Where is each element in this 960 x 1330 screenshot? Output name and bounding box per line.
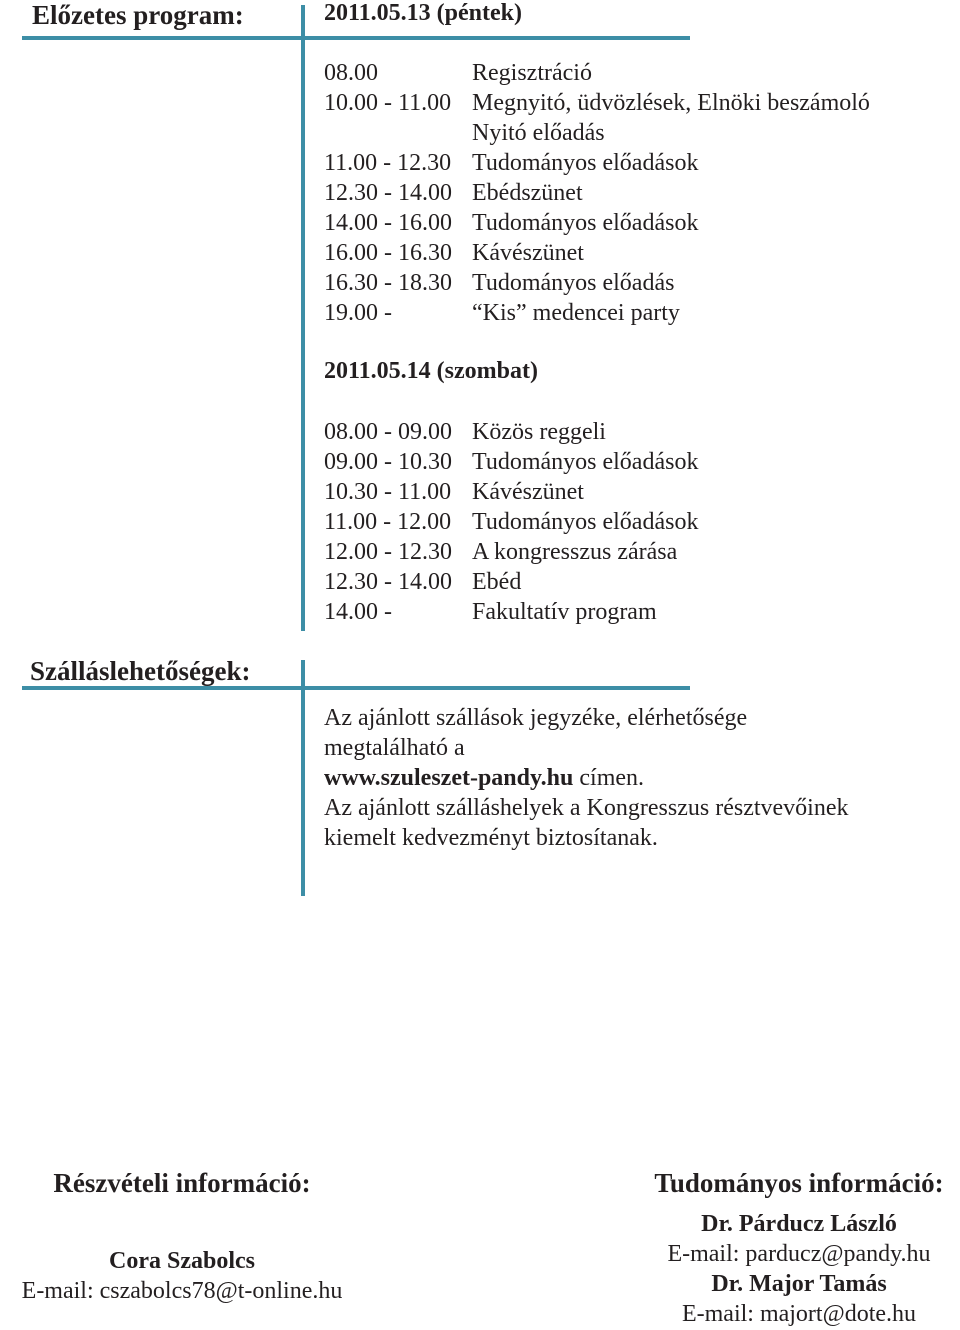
schedule-time: 12.30 - 14.00 xyxy=(324,180,452,206)
accommodation-vertical-rule xyxy=(301,660,305,896)
schedule-activity: Regisztráció xyxy=(472,60,592,86)
scientific-heading: Tudományos információ: xyxy=(654,1168,944,1198)
program-vertical-rule xyxy=(301,5,305,631)
accommodation-text-line: Az ajánlott szálláshelyek a Kongresszus résztvevőinek xyxy=(324,795,849,821)
schedule-time: 12.30 - 14.00 xyxy=(324,569,452,595)
schedule-activity: Ebéd xyxy=(472,569,522,595)
schedule-time: 19.00 - xyxy=(324,300,392,326)
schedule-time: 11.00 - 12.00 xyxy=(324,509,452,535)
scientific-contact-name: Dr. Major Tamás xyxy=(711,1271,887,1297)
schedule-time: 08.00 xyxy=(324,60,378,86)
program-heading: Előzetes program: xyxy=(32,0,244,30)
schedule-activity: Tudományos előadások xyxy=(472,509,699,535)
schedule-time: 14.00 - xyxy=(324,599,392,625)
accommodation-url-link[interactable]: www.szuleszet-pandy.hu xyxy=(324,765,574,791)
scientific-contact-name: Dr. Párducz László xyxy=(701,1211,897,1237)
day-2-date: 2011.05.14 (szombat) xyxy=(324,358,538,384)
schedule-time: 11.00 - 12.30 xyxy=(324,150,452,176)
schedule-time: 08.00 - 09.00 xyxy=(324,419,452,445)
schedule-activity: Közös reggeli xyxy=(472,419,606,445)
participation-heading: Részvételi információ: xyxy=(53,1168,311,1198)
schedule-time: 16.30 - 18.30 xyxy=(324,270,452,296)
schedule-time: 14.00 - 16.00 xyxy=(324,210,452,236)
schedule-time: 09.00 - 10.30 xyxy=(324,449,452,475)
schedule-activity: A kongresszus zárása xyxy=(472,539,678,565)
schedule-activity: Kávészünet xyxy=(472,240,584,266)
schedule-activity: Tudományos előadás xyxy=(472,270,675,296)
day-1-date: 2011.05.13 (péntek) xyxy=(324,0,522,26)
accommodation-text-line: Az ajánlott szállások jegyzéke, elérhetősége xyxy=(324,705,748,731)
schedule-activity: Fakultatív program xyxy=(472,599,657,625)
accommodation-heading: Szálláslehetőségek: xyxy=(30,656,251,686)
schedule-activity: Tudományos előadások xyxy=(472,449,699,475)
schedule-activity: Tudományos előadások xyxy=(472,150,699,176)
schedule-time: 10.00 - 11.00 xyxy=(324,90,452,116)
schedule-activity: Kávészünet xyxy=(472,479,584,505)
schedule-activity: Nyitó előadás xyxy=(472,120,605,146)
accommodation-url-suffix: címen. xyxy=(573,765,645,791)
schedule-activity: Tudományos előadások xyxy=(472,210,699,236)
participation-contact-email[interactable]: E-mail: cszabolcs78@t-online.hu xyxy=(21,1278,343,1304)
schedule-time: 12.00 - 12.30 xyxy=(324,539,452,565)
schedule-activity: Megnyitó, üdvözlések, Elnöki beszámoló xyxy=(472,90,870,116)
accommodation-text-line: kiemelt kedvezményt biztosítanak. xyxy=(324,825,658,851)
scientific-contact-email[interactable]: E-mail: parducz@pandy.hu xyxy=(667,1241,931,1267)
scientific-contact-email[interactable]: E-mail: majort@dote.hu xyxy=(681,1301,917,1327)
program-heading-rule xyxy=(22,36,690,40)
schedule-time: 10.30 - 11.00 xyxy=(324,479,452,505)
schedule-activity: Ebédszünet xyxy=(472,180,583,206)
schedule-activity: “Kis” medencei party xyxy=(472,300,680,326)
accommodation-text-line: megtalálható a xyxy=(324,735,465,761)
schedule-time: 16.00 - 16.30 xyxy=(324,240,452,266)
accommodation-url-line xyxy=(324,763,644,793)
participation-contact-name: Cora Szabolcs xyxy=(109,1248,255,1274)
